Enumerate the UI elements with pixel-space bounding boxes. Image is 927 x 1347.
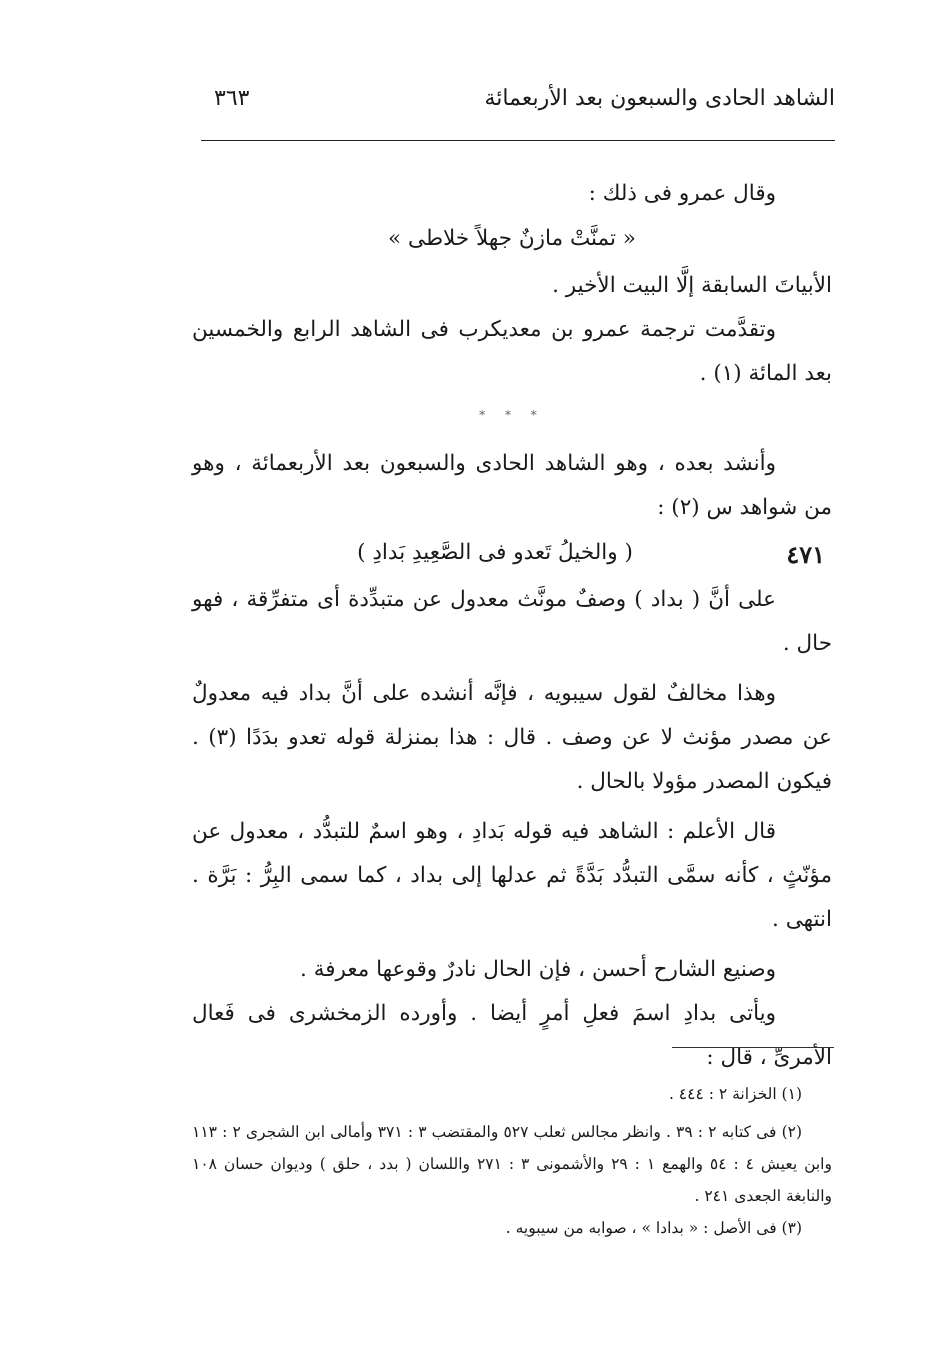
header-divider <box>201 140 835 141</box>
footnote-2: (٢) فى كتابه ٢ : ٣٩ . وانظر مجالس ثعلب ٥٢٧ والمقتضب ٣ : ٣٧١ وأمالى ابن الشجرى ٢ : ١١٣ وابن يعيش ٤ : ٥٤ والهمع ١ : ٢٩ والأشمونى ٣ : ٢٧١ واللسان ( بدد ، حلق ) وديوان حسان ١٠٨ والنابغة الجعدى ٢٤١ . <box>192 1123 832 1205</box>
page-number: ٣٦٣ <box>214 86 250 111</box>
section1-line1: وقال عمرو فى ذلك : <box>588 181 776 206</box>
section1-line2: الأبياتَ السابقة إلَّا البيت الأخير . <box>552 273 832 298</box>
section2-intro-block <box>192 442 832 530</box>
section1-body <box>192 264 832 396</box>
footnotes <box>192 1078 832 1244</box>
section1-verse: « تمنَّتْ مازنٌ جهلاً خلاطى » <box>388 226 636 251</box>
section2-body <box>192 578 832 1080</box>
footnote-1: (١) الخزانة ٢ : ٤٤٤ . <box>668 1085 802 1103</box>
footnote-divider <box>672 1047 834 1048</box>
section1-para: وتقدَّمت ترجمة عمرو بن معديكرب فى الشاهد الرابع والخمسين بعد المائة (١) . <box>192 317 832 386</box>
section2-p1: على أنَّ ( بداد ) وصفٌ مونَّث معدول عن متبدِّدة أى متفرِّقة ، فهو حال . <box>192 587 832 656</box>
section1-line1-block <box>192 172 832 216</box>
witness-verse: ( والخيلُ تَعدو فى الصَّعِيدِ بَدادِ ) <box>357 540 633 565</box>
footnote-3: (٣) فى الأصل : « بدادا » ، صوابه من سيبويه . <box>505 1219 802 1237</box>
section2-intro: وأنشد بعده ، وهو الشاهد الحادى والسبعون بعد الأربعمائة ، وهو من شواهد س (٢) : <box>192 451 832 520</box>
running-header-title: الشاهد الحادى والسبعون بعد الأربعمائة <box>484 86 835 111</box>
section-separator: * * * <box>479 408 545 422</box>
section2-p5: ويأتى بدادِ اسمَ فعلِ أمرٍ أيضا . وأورده الزمخشرى فى فَعال الأمرىِّ ، قال : <box>192 1001 832 1070</box>
section2-p3: قال الأعلم : الشاهد فيه قوله بَدادِ ، وهو اسمٌ للتبدُّد ، معدول عن مؤنّثٍ ، كأنه سمَّى التبدُّد بَدَّةً ثم عدلها إلى بداد ، كما سمى البِرُّ : بَرَّة . انتهى . <box>192 819 832 932</box>
witness-number: ٤٧١ <box>786 540 825 569</box>
section2-p2: وهذا مخالفٌ لقول سيبويه ، فإنَّه أنشده على أنَّ بداد فيه معدولٌ عن مصدر مؤنث لا عن وصف . قال : هذا بمنزلة قوله تعدو بدَدًا (٣) . فيكون المصدر مؤولا بالحال . <box>192 681 832 794</box>
section2-p4: وصنيع الشارح أحسن ، فإن الحال نادرٌ وقوعها معرفة . <box>300 957 776 982</box>
